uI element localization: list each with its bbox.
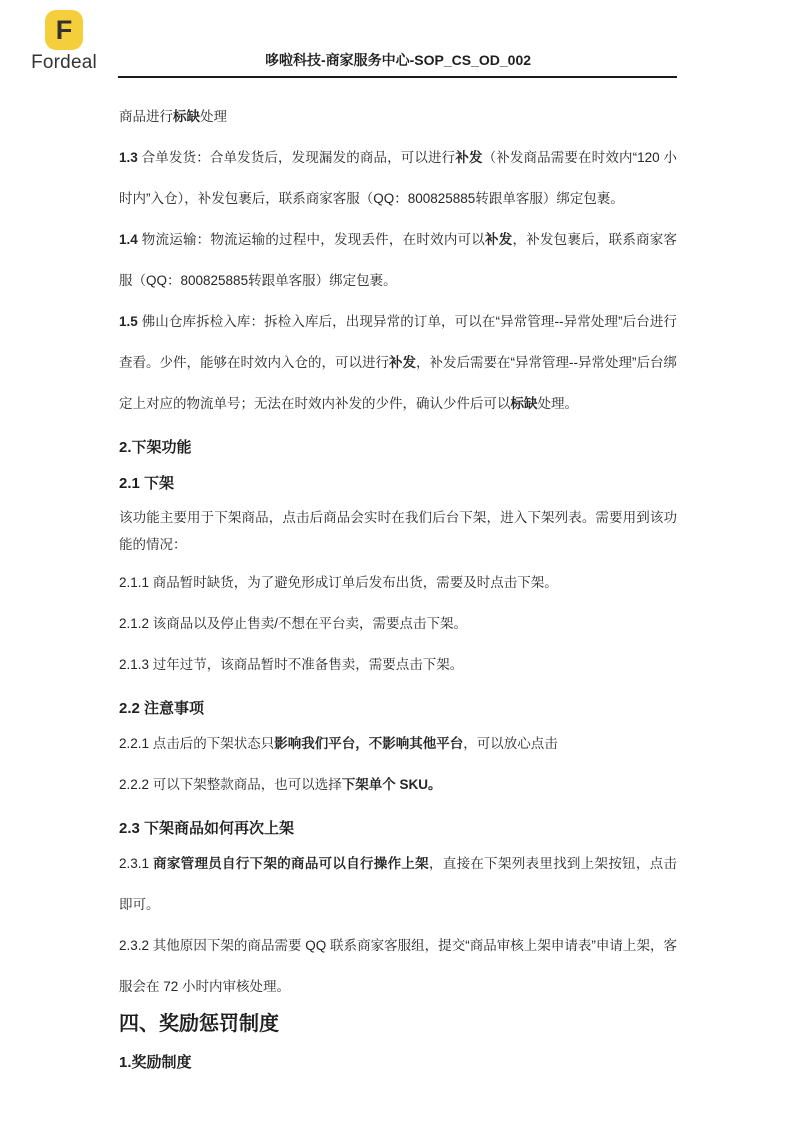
- text-run: 2.1.1 商品暂时缺货，为了避免形成订单后发布出货，需要及时点击下架。: [119, 575, 558, 590]
- text-run: 2.下架功能: [119, 439, 192, 456]
- bold-text-run: 影响我们平台，不影响其他平台: [274, 736, 464, 751]
- text-run: 处理。: [537, 396, 578, 411]
- text-run: ，补发包裹后，联系商家客服（QQ：800825885转跟单客服）绑定包裹。: [119, 232, 678, 288]
- text-run: 2.2.1 点击后的下架状态只: [119, 736, 275, 751]
- bold-text-run: 标缺: [173, 109, 200, 124]
- fordeal-logo-letter: F: [55, 14, 73, 45]
- bold-text-run: 下架单个 SKU。: [341, 777, 442, 792]
- fordeal-logo-icon: [45, 10, 83, 50]
- text-run: 2.2 注意事项: [119, 700, 205, 717]
- paragraph: [119, 603, 677, 644]
- text-run: 2.3 下架商品如何再次上架: [119, 820, 295, 837]
- bold-text-run: 补发: [389, 355, 417, 370]
- bold-text-run: 补发: [485, 232, 513, 247]
- text-run: 四、奖励惩罚制度: [119, 1013, 279, 1035]
- paragraph: [119, 562, 677, 603]
- paragraph: [119, 504, 677, 558]
- paragraph: [119, 925, 677, 1007]
- paragraph: [119, 219, 677, 301]
- section-heading: [119, 697, 677, 721]
- text-run: 处理: [200, 109, 227, 124]
- paragraph: [119, 644, 677, 685]
- bold-text-run: 1.5: [119, 314, 138, 329]
- text-run: 2.1 下架: [119, 475, 175, 492]
- paragraph: [119, 723, 677, 764]
- text-run: 1.奖励制度: [119, 1054, 192, 1071]
- text-run: 2.2.2 可以下架整款商品，也可以选择: [119, 777, 342, 792]
- header-divider: [118, 76, 677, 78]
- section-heading: [119, 436, 677, 460]
- text-run: 合单发货：合单发货后，发现漏发的商品，可以进行: [137, 150, 456, 165]
- paragraph: [119, 96, 677, 137]
- paragraph: [119, 764, 677, 805]
- bold-text-run: 1.4: [119, 232, 138, 247]
- document-body: [119, 96, 677, 1077]
- section-heading: [119, 472, 677, 496]
- text-run: 2.1.3 过年过节，该商品暂时不准备售卖，需要点击下架。: [119, 657, 464, 672]
- text-run: 该功能主要用于下架商品，点击后商品会实时在我们后台下架，进入下架列表。需要用到该功能的情况：: [119, 510, 677, 552]
- paragraph: [119, 301, 677, 424]
- bold-text-run: 商家管理员自行下架的商品可以自行操作上架: [153, 856, 429, 871]
- document-header-title: 哆啦科技-商家服务中心-SOP_CS_OD_002: [264, 52, 532, 68]
- text-run: （补发商品需要在时效内“120 小时内”入仓），补发包裹后，联系商家客服（QQ：800825885转跟单客服）绑定包裹。: [119, 150, 677, 206]
- section-heading: [119, 817, 677, 841]
- text-run: 2.3.1: [119, 856, 154, 871]
- text-run: 物流运输：物流运输的过程中，发现丢件，在时效内可以: [137, 232, 486, 247]
- text-run: 商品进行: [119, 109, 173, 124]
- text-run: ，补发后需要在“异常管理--异常处理”后台绑定上对应的物流单号；无法在时效内补发的少件，确认少件后可以: [119, 355, 678, 411]
- text-run: ，直接在下架列表里找到上架按钮，点击即可。: [119, 856, 678, 912]
- text-run: 2.1.2 该商品以及停止售卖/不想在平台卖，需要点击下架。: [119, 616, 468, 631]
- section-heading: [119, 1009, 677, 1039]
- section-heading: [119, 1051, 677, 1075]
- bold-text-run: 补发: [455, 150, 483, 165]
- text-run: ，可以放心点击: [463, 736, 558, 751]
- paragraph: [119, 843, 677, 925]
- fordeal-logo-text: Fordeal: [31, 52, 97, 73]
- paragraph: [119, 137, 677, 219]
- text-run: 2.3.2 其他原因下架的商品需要 QQ 联系商家客服组，提交“商品审核上架申请表”申请上架，客服会在 72 小时内审核处理。: [119, 938, 677, 994]
- text-run: 佛山仓库拆检入库：拆检入库后，出现异常的订单，可以在“异常管理--异常处理”后台进行查看。少件，能够在时效内入仓的，可以进行: [119, 314, 677, 370]
- bold-text-run: 1.3: [119, 150, 138, 165]
- bold-text-run: 标缺: [510, 396, 538, 411]
